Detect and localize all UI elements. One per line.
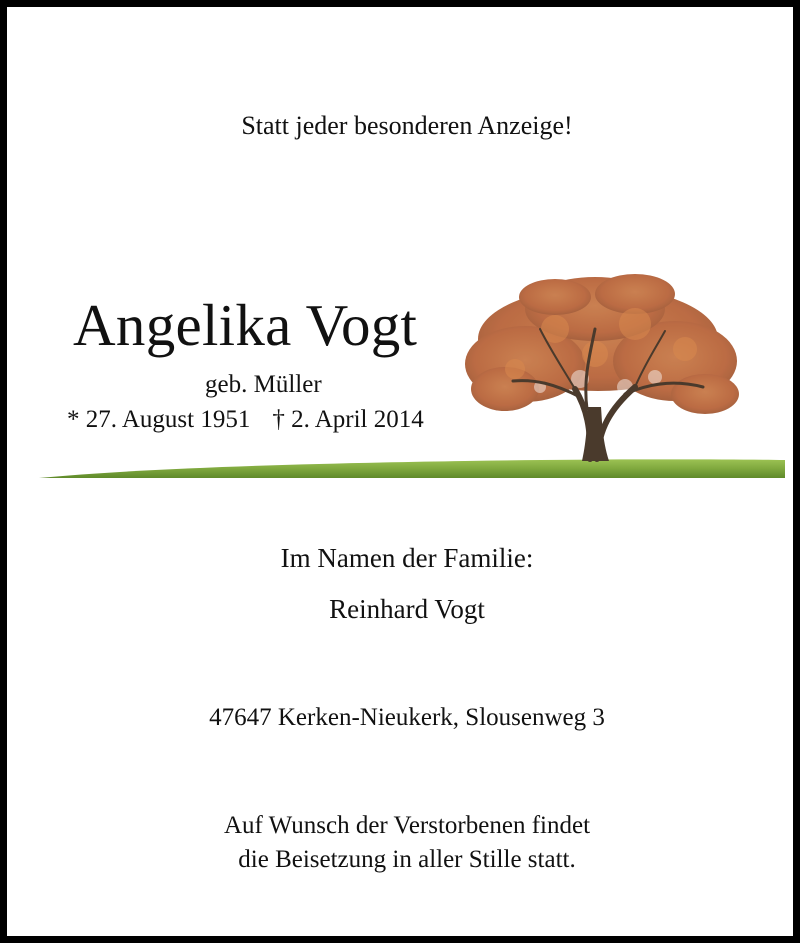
birth-date: * 27. August 1951 bbox=[67, 406, 251, 433]
funeral-note-line-2: die Beisetzung in aller Stille statt. bbox=[238, 846, 576, 873]
header-text: Statt jeder besonderen Anzeige! bbox=[241, 111, 573, 140]
maiden-name: geb. Müller bbox=[205, 371, 322, 398]
funeral-note-line-1: Auf Wunsch der Verstorbenen findet bbox=[223, 812, 591, 839]
life-dates bbox=[67, 406, 424, 434]
family-signatory: Reinhard Vogt bbox=[329, 594, 485, 624]
address: 47647 Kerken-Nieukerk, Slousenweg 3 bbox=[209, 704, 605, 731]
deceased-name: Angelika Vogt bbox=[73, 292, 418, 358]
death-date: † 2. April 2014 bbox=[272, 406, 424, 433]
family-label: Im Namen der Familie: bbox=[280, 543, 534, 573]
